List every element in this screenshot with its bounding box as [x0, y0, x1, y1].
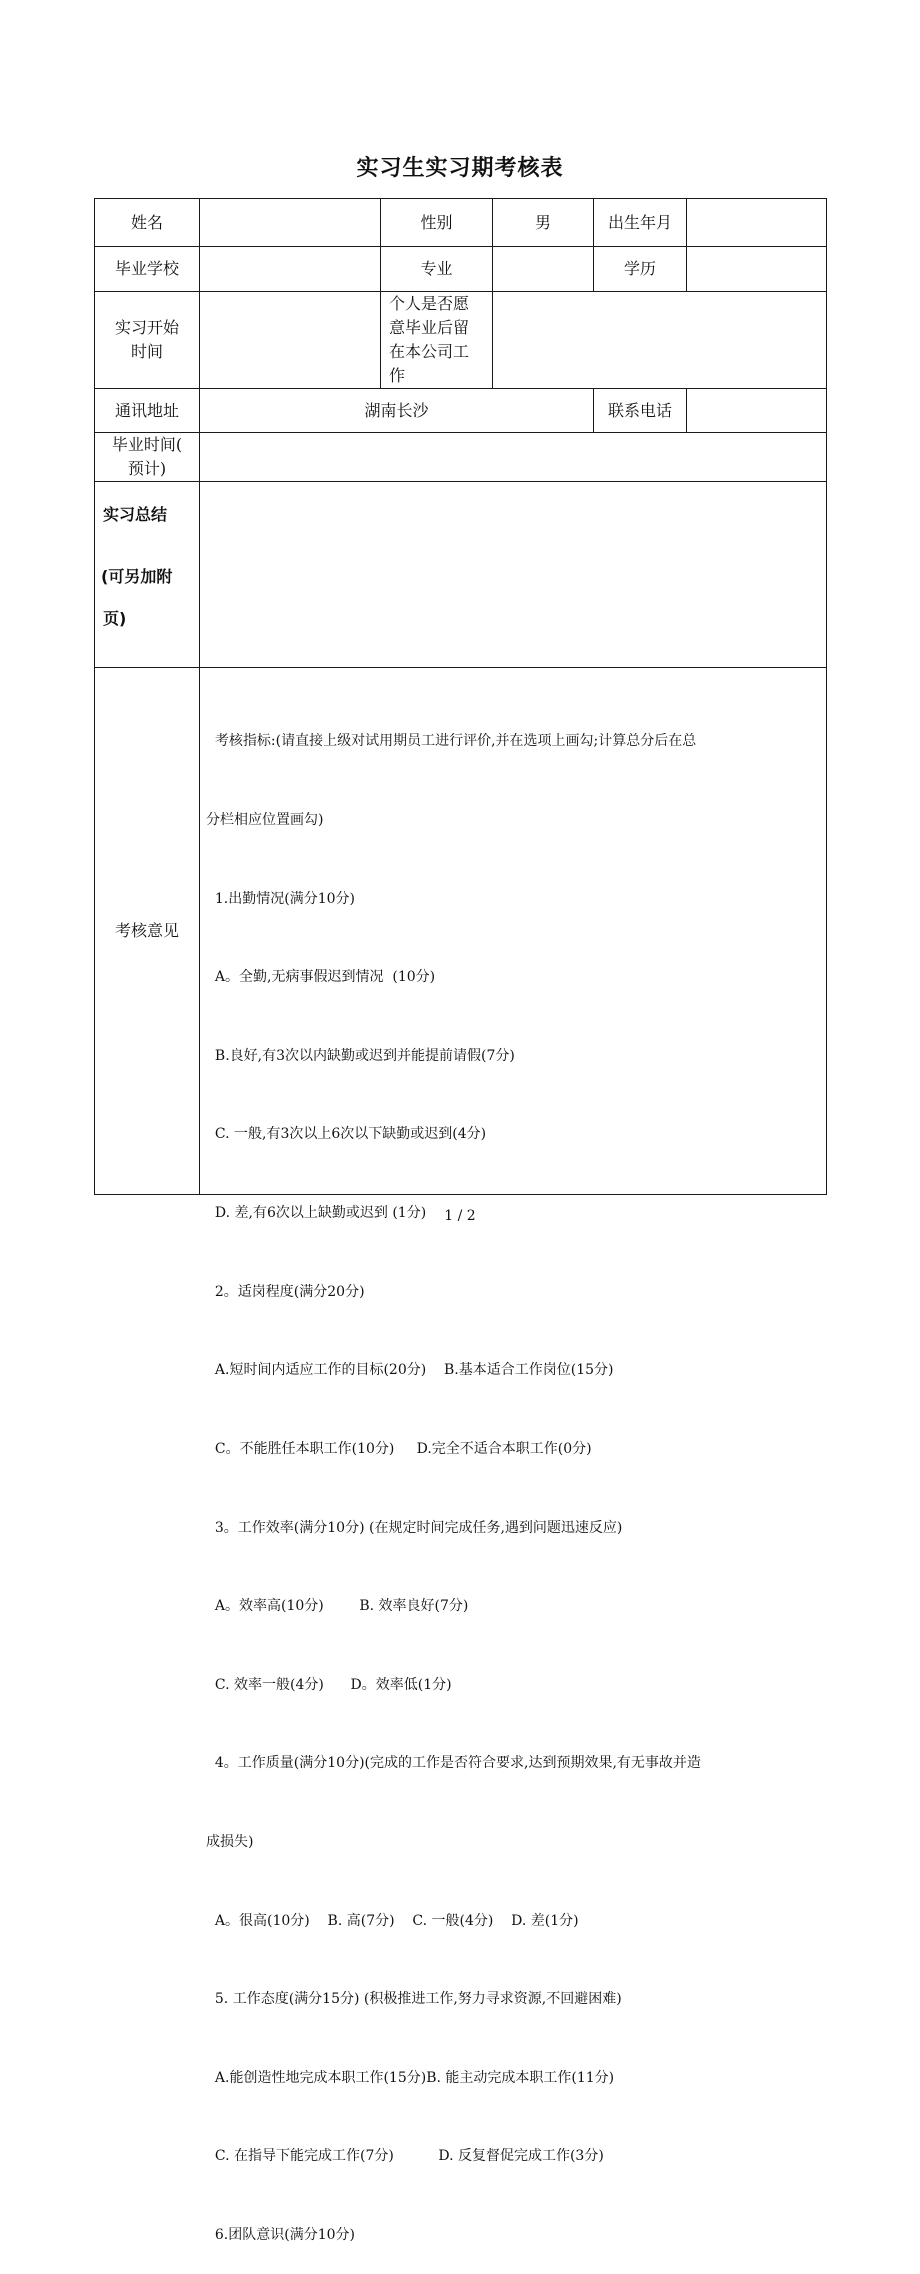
- criteria-option[interactable]: C. 在指导下能完成工作(7分) D. 反复督促完成工作(3分): [206, 2148, 604, 2165]
- summary-label: [103, 500, 195, 634]
- graduation-time-field[interactable]: [200, 433, 826, 481]
- criteria-option[interactable]: C. 效率一般(4分) D。效率低(1分): [206, 1676, 452, 1693]
- criteria-option[interactable]: A。全勤,无病事假迟到情况 (10分): [206, 969, 436, 986]
- start-time-label-line: 时间: [130, 342, 163, 361]
- name-label: 姓名: [130, 212, 163, 232]
- graduation-label-line: 毕业时间(: [111, 435, 183, 454]
- major-label: 专业: [420, 259, 453, 278]
- school-field[interactable]: [200, 247, 380, 291]
- gender-value[interactable]: 男: [534, 212, 551, 232]
- stay-label-line: 在本公司工: [389, 342, 470, 361]
- start-time-label: [95, 292, 199, 388]
- address-value[interactable]: 湖南长沙: [364, 400, 429, 420]
- evaluation-label: 考核意见: [114, 921, 179, 940]
- criteria-option[interactable]: A。效率高(10分) B. 效率良好(7分): [206, 1598, 469, 1615]
- criteria-line: 成损失): [206, 1833, 254, 1850]
- stay-label-line: 个人是否愿: [389, 294, 470, 313]
- criteria-option[interactable]: A.短时间内适应工作的目标(20分) B.基本适合工作岗位(15分): [206, 1362, 614, 1379]
- summary-label-line: 实习总结: [103, 505, 168, 524]
- criteria-line: 考核指标:(请直接上级对试用期员工进行评价,并在选项上画勾;计算总分后在总: [206, 733, 697, 750]
- criteria-option[interactable]: C. 一般,有3次以上6次以下缺勤或迟到(4分): [206, 1126, 487, 1143]
- name-field[interactable]: [200, 199, 380, 246]
- stay-label-line: 意毕业后留: [389, 318, 470, 337]
- stay-willingness-label: [381, 292, 492, 388]
- graduation-label-line: 预计): [127, 459, 167, 478]
- address-label: 通讯地址: [114, 400, 179, 420]
- degree-field[interactable]: [687, 247, 826, 291]
- phone-field[interactable]: [687, 389, 826, 432]
- graduation-time-label: [95, 433, 199, 481]
- start-time-field[interactable]: [200, 292, 380, 388]
- gender-label: 性别: [420, 212, 453, 232]
- criteria-line: 6.团队意识(满分10分): [206, 2226, 355, 2243]
- criteria-option[interactable]: D. 差,有6次以上缺勤或迟到 (1分): [206, 1205, 427, 1222]
- criteria-line: 1.出勤情况(满分10分): [206, 890, 355, 907]
- birth-label: 出生年月: [607, 212, 672, 232]
- criteria-option[interactable]: A.能创造性地完成本职工作(15分)B. 能主动完成本职工作(11分): [206, 2069, 615, 2086]
- criteria-line: 3。工作效率(满分10分) (在规定时间完成任务,遇到问题迅速反应): [206, 1519, 623, 1536]
- stay-label-line: 作: [389, 366, 406, 385]
- criteria-option[interactable]: B.良好,有3次以内缺勤或迟到并能提前请假(7分): [206, 1047, 515, 1064]
- form-title: 实习生实习期考核表: [356, 156, 564, 181]
- stay-willingness-field[interactable]: [493, 292, 826, 388]
- criteria-line: 2。适岗程度(满分20分): [206, 1283, 365, 1300]
- criteria-option[interactable]: C。不能胜任本职工作(10分) D.完全不适合本职工作(0分): [206, 1440, 592, 1457]
- school-label: 毕业学校: [114, 259, 179, 278]
- criteria-option[interactable]: A。很高(10分) B. 高(7分) C. 一般(4分) D. 差(1分): [206, 1912, 579, 1929]
- phone-label: 联系电话: [607, 400, 672, 420]
- criteria-line: 分栏相应位置画勾): [206, 812, 324, 829]
- criteria-line: 4。工作质量(满分10分)(完成的工作是否符合要求,达到预期效果,有无事故并造: [206, 1755, 701, 1772]
- birth-field[interactable]: [687, 199, 826, 246]
- summary-label-line: 页): [103, 609, 127, 628]
- table-border: [94, 667, 827, 668]
- degree-label: 学历: [623, 259, 656, 278]
- start-time-label-line: 实习开始: [114, 318, 179, 337]
- table-border: [826, 198, 827, 1195]
- major-field[interactable]: [493, 247, 593, 291]
- summary-field[interactable]: [200, 482, 826, 667]
- criteria-line: 5. 工作态度(满分15分) (积极推进工作,努力寻求资源,不回避困难): [206, 1991, 622, 2008]
- summary-label-line: (可另加附: [101, 567, 173, 586]
- page-number: 1 / 2: [444, 1208, 476, 1224]
